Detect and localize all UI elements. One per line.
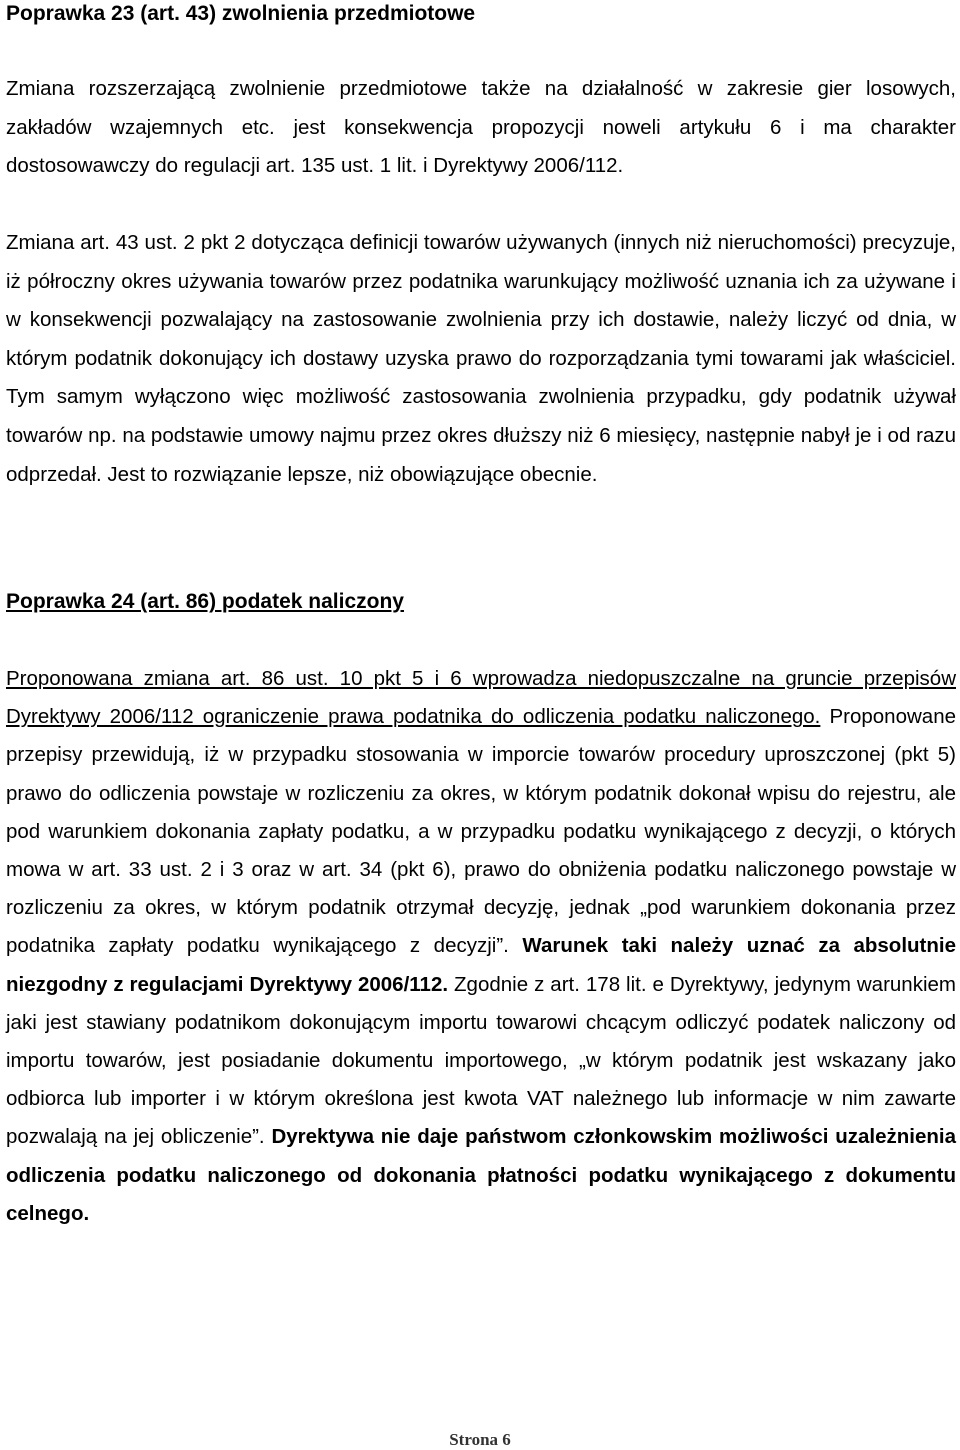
underlined-proposal: Proponowana zmiana art. 86 ust. 10 pkt 5 i 6 wprowadza niedopuszczalne na gruncie przepisów Dyrektywy 2006/112 ograniczenie prawa podatnika do odliczenia podatku naliczonego.: [6, 667, 956, 729]
section-heading-amendment-23: Poprawka 23 (art. 43) zwolnienia przedmiotowe: [6, 2, 476, 25]
bold-statement-directive: Dyrektywa nie daje państwom członkowskim możliwości uzależnienia odliczenia podatku naliczonego od dokonania płatności podatku wynikającego z dokumentu celnego.: [6, 1125, 956, 1225]
paragraph-text-part-2: Zgodnie z art. 178 lit. e Dyrektywy, jedynym warunkiem jaki jest stawiany podatnikom dokonującym importu towarowi chcącym odliczyć podatek naliczony od importu towarów, jest posiadanie dokumentu importowego, „w którym podatnik jest wskazany jako odbiorca lub importer i w którym określona jest kwota VAT należnego lub informacje w nim zawarte pozwalają na jej obliczenie”.: [6, 972, 956, 1149]
page-number: Strona 6: [449, 1430, 511, 1449]
paragraph-used-goods-definition: Zmiana art. 43 ust. 2 pkt 2 dotycząca definicji towarów używanych (innych niż nieruchomości) precyzuje, iż półroczny okres używania towarów przez podatnika warunkujący możliwość uznania ich za używane i w konsekwencji pozwalający na zastosowanie zwolnienia przy ich dostawie, należy liczyć od dnia, w którym podatnik dokonujący ich dostawy uzyska prawo do rozporządzania tymi towarami jak właściciel. Tym samym wyłączono więc możliwość zastosowania zwolnienia przypadku, gdy podatnik używał towarów np. na podstawie umowy najmu przez okres dłuższy niż 6 miesięcy, następnie nabył je i od razu odprzedał. Jest to rozwiązanie lepsze, niż obowiązujące obecnie.: [6, 231, 956, 486]
section-heading-amendment-24: Poprawka 24 (art. 86) podatek naliczony: [6, 590, 404, 613]
paragraph-gaming-exemption: Zmiana rozszerzającą zwolnienie przedmiotowe także na działalność w zakresie gier losowych, zakładów wzajemnych etc. jest konsekwencja propozycji noweli artykułu 6 i ma charakter dostosowawczy do regulacji art. 135 ust. 1 lit. i Dyrektywy 2006/112.: [6, 77, 956, 178]
bold-statement-incompatible: Warunek taki należy uznać za absolutnie niezgodny z regulacjami Dyrektywy 2006/112.: [6, 934, 956, 996]
paragraph-input-tax: [6, 660, 956, 1233]
paragraph-text-part-1: Proponowane przepisy przewidują, iż w przypadku stosowania w imporcie towarów procedury uproszczonej (pkt 5) prawo do odliczenia powstaje w rozliczeniu za okres, w którym podatnik dokonał wpisu do rejestru, ale pod warunkiem dokonania zapłaty podatku, a w przypadku podatku wynikającego z decyzji, o których mowa w art. 33 ust. 2 i 3 oraz w art. 34 (pkt 6), prawo do obniżenia podatku naliczonego powstaje w rozliczeniu za okres, w którym podatnik otrzymał decyzję, jednak „pod warunkiem dokonania przez podatnika zapłaty podatku wynikającego z decyzji”.: [6, 705, 956, 958]
